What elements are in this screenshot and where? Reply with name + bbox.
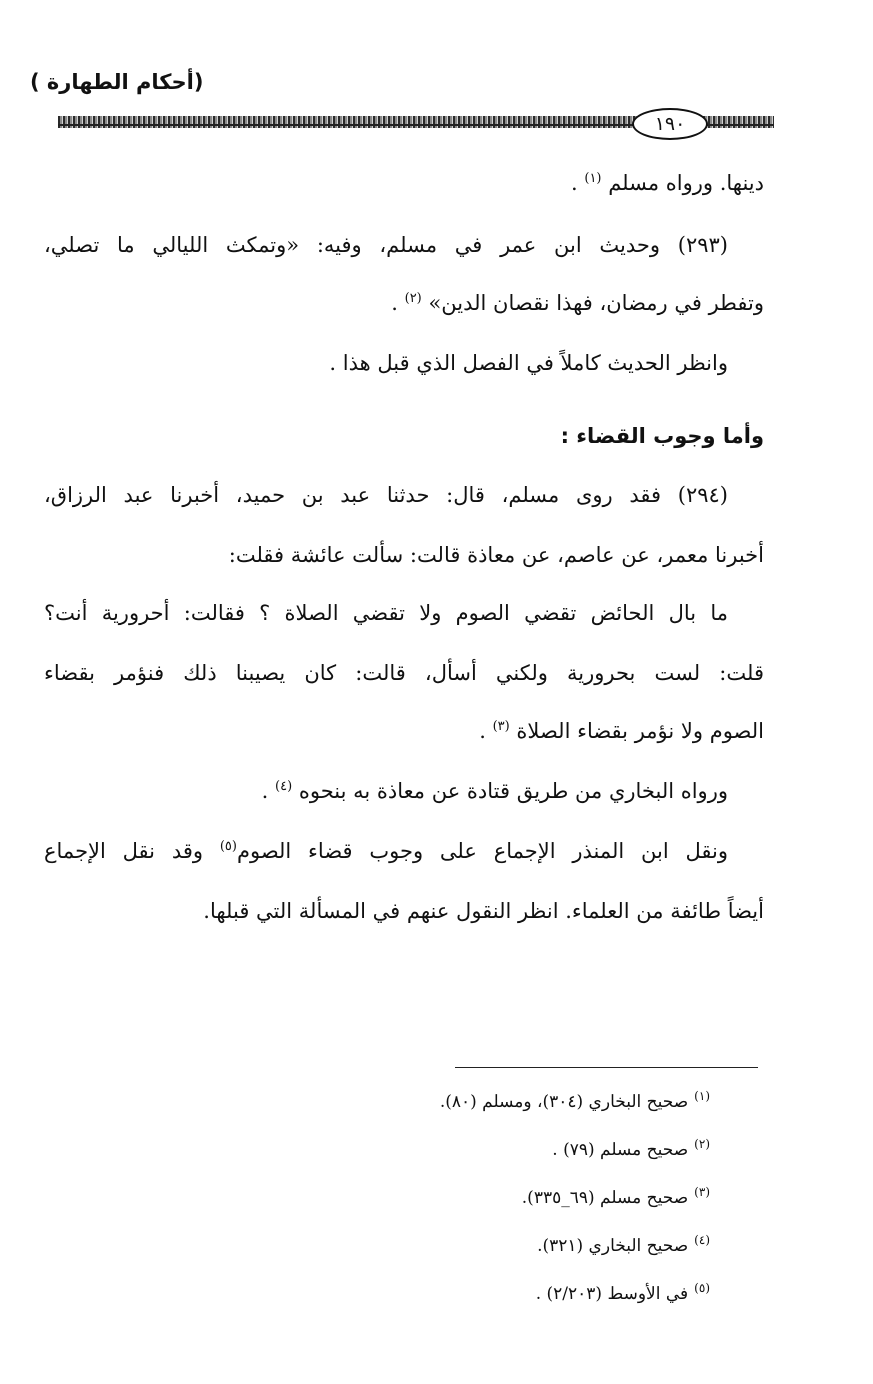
footnote-ref-4[interactable]: (٤): [275, 779, 293, 794]
body-text-end: .: [570, 171, 578, 195]
body-line-5: (٢٩٤) فقد روى مسلم، قال: حدثنا عبد بن حميد، أخبرنا عبد الرزاق،: [44, 483, 728, 507]
footnote-ref-3[interactable]: (٣): [492, 719, 510, 734]
footnote-text: صحيح مسلم (٧٩) .: [552, 1140, 689, 1160]
body-text-end: .: [261, 779, 269, 803]
footnote-text: صحيح البخاري (٣٢١).: [537, 1236, 689, 1256]
body-text: ونقل ابن المنذر الإجماع على وجوب قضاء الصوم: [236, 839, 728, 863]
page-number: ١٩٠: [632, 108, 708, 140]
body-line-7: ما بال الحائض تقضي الصوم ولا تقضي الصلاة ؟ فقالت: أحرورية أنت؟: [44, 601, 728, 625]
footnote-ref-1[interactable]: (١): [584, 171, 602, 186]
running-title: (أحكام الطهارة ): [30, 70, 204, 94]
footnote-1: [200, 1089, 710, 1112]
footnote-5: [200, 1281, 710, 1304]
footnote-3: [200, 1185, 710, 1208]
section-heading: وأما وجوب القضاء :: [560, 424, 764, 448]
body-line-3: [44, 288, 764, 318]
body-text: الصوم ولا نؤمر بقضاء الصلاة: [516, 719, 764, 743]
body-line-10: [44, 776, 764, 806]
body-line-11: [44, 836, 764, 866]
footnote-ref-5[interactable]: (٥): [219, 839, 237, 854]
body-line-8: قلت: لست بحرورية ولكني أسأل، قالت: كان يصيبنا ذلك فنؤمر بقضاء: [44, 661, 764, 685]
body-text-end: .: [391, 291, 398, 315]
footnote-number: (٣): [694, 1185, 710, 1200]
footnote-text: صحيح البخاري (٣٠٤)، ومسلم (٨٠).: [439, 1092, 689, 1112]
footnote-2: [200, 1137, 710, 1160]
footnote-4: [200, 1233, 710, 1256]
body-text-end: .: [479, 719, 486, 743]
body-line-1: [44, 168, 764, 198]
body-line-4: وانظر الحديث كاملاً في الفصل الذي قبل هذا .: [329, 351, 728, 375]
footnote-text: صحيح مسلم (٦٩_٣٣٥).: [521, 1188, 689, 1208]
body-line-2: (٢٩٣) وحديث ابن عمر في مسلم، وفيه: «وتمكث الليالي ما تصلي،: [44, 233, 728, 257]
body-line-6: أخبرنا معمر، عن عاصم، عن معاذة قالت: سألت عائشة فقلت:: [228, 543, 764, 567]
body-text: ورواه البخاري من طريق قتادة عن معاذة به بنحوه: [298, 779, 728, 803]
footnote-rule: [455, 1067, 758, 1068]
footnote-number: (١): [694, 1089, 710, 1104]
body-text: وتفطر في رمضان، فهذا نقصان الدين»: [428, 291, 764, 315]
footnote-ref-2[interactable]: (٢): [404, 291, 422, 306]
body-line-9: [44, 716, 764, 746]
body-text: دينها. ورواه مسلم: [608, 171, 764, 195]
footnote-number: (٥): [694, 1281, 710, 1296]
footnote-text: في الأوسط (٢/٢٠٣) .: [535, 1284, 689, 1304]
body-line-12: أيضاً طائفة من العلماء. انظر النقول عنهم في المسألة التي قبلها.: [203, 899, 764, 923]
footnote-number: (٤): [694, 1233, 710, 1248]
footnote-number: (٢): [694, 1137, 710, 1152]
body-text-rest: وقد نقل الإجماع: [44, 839, 204, 863]
